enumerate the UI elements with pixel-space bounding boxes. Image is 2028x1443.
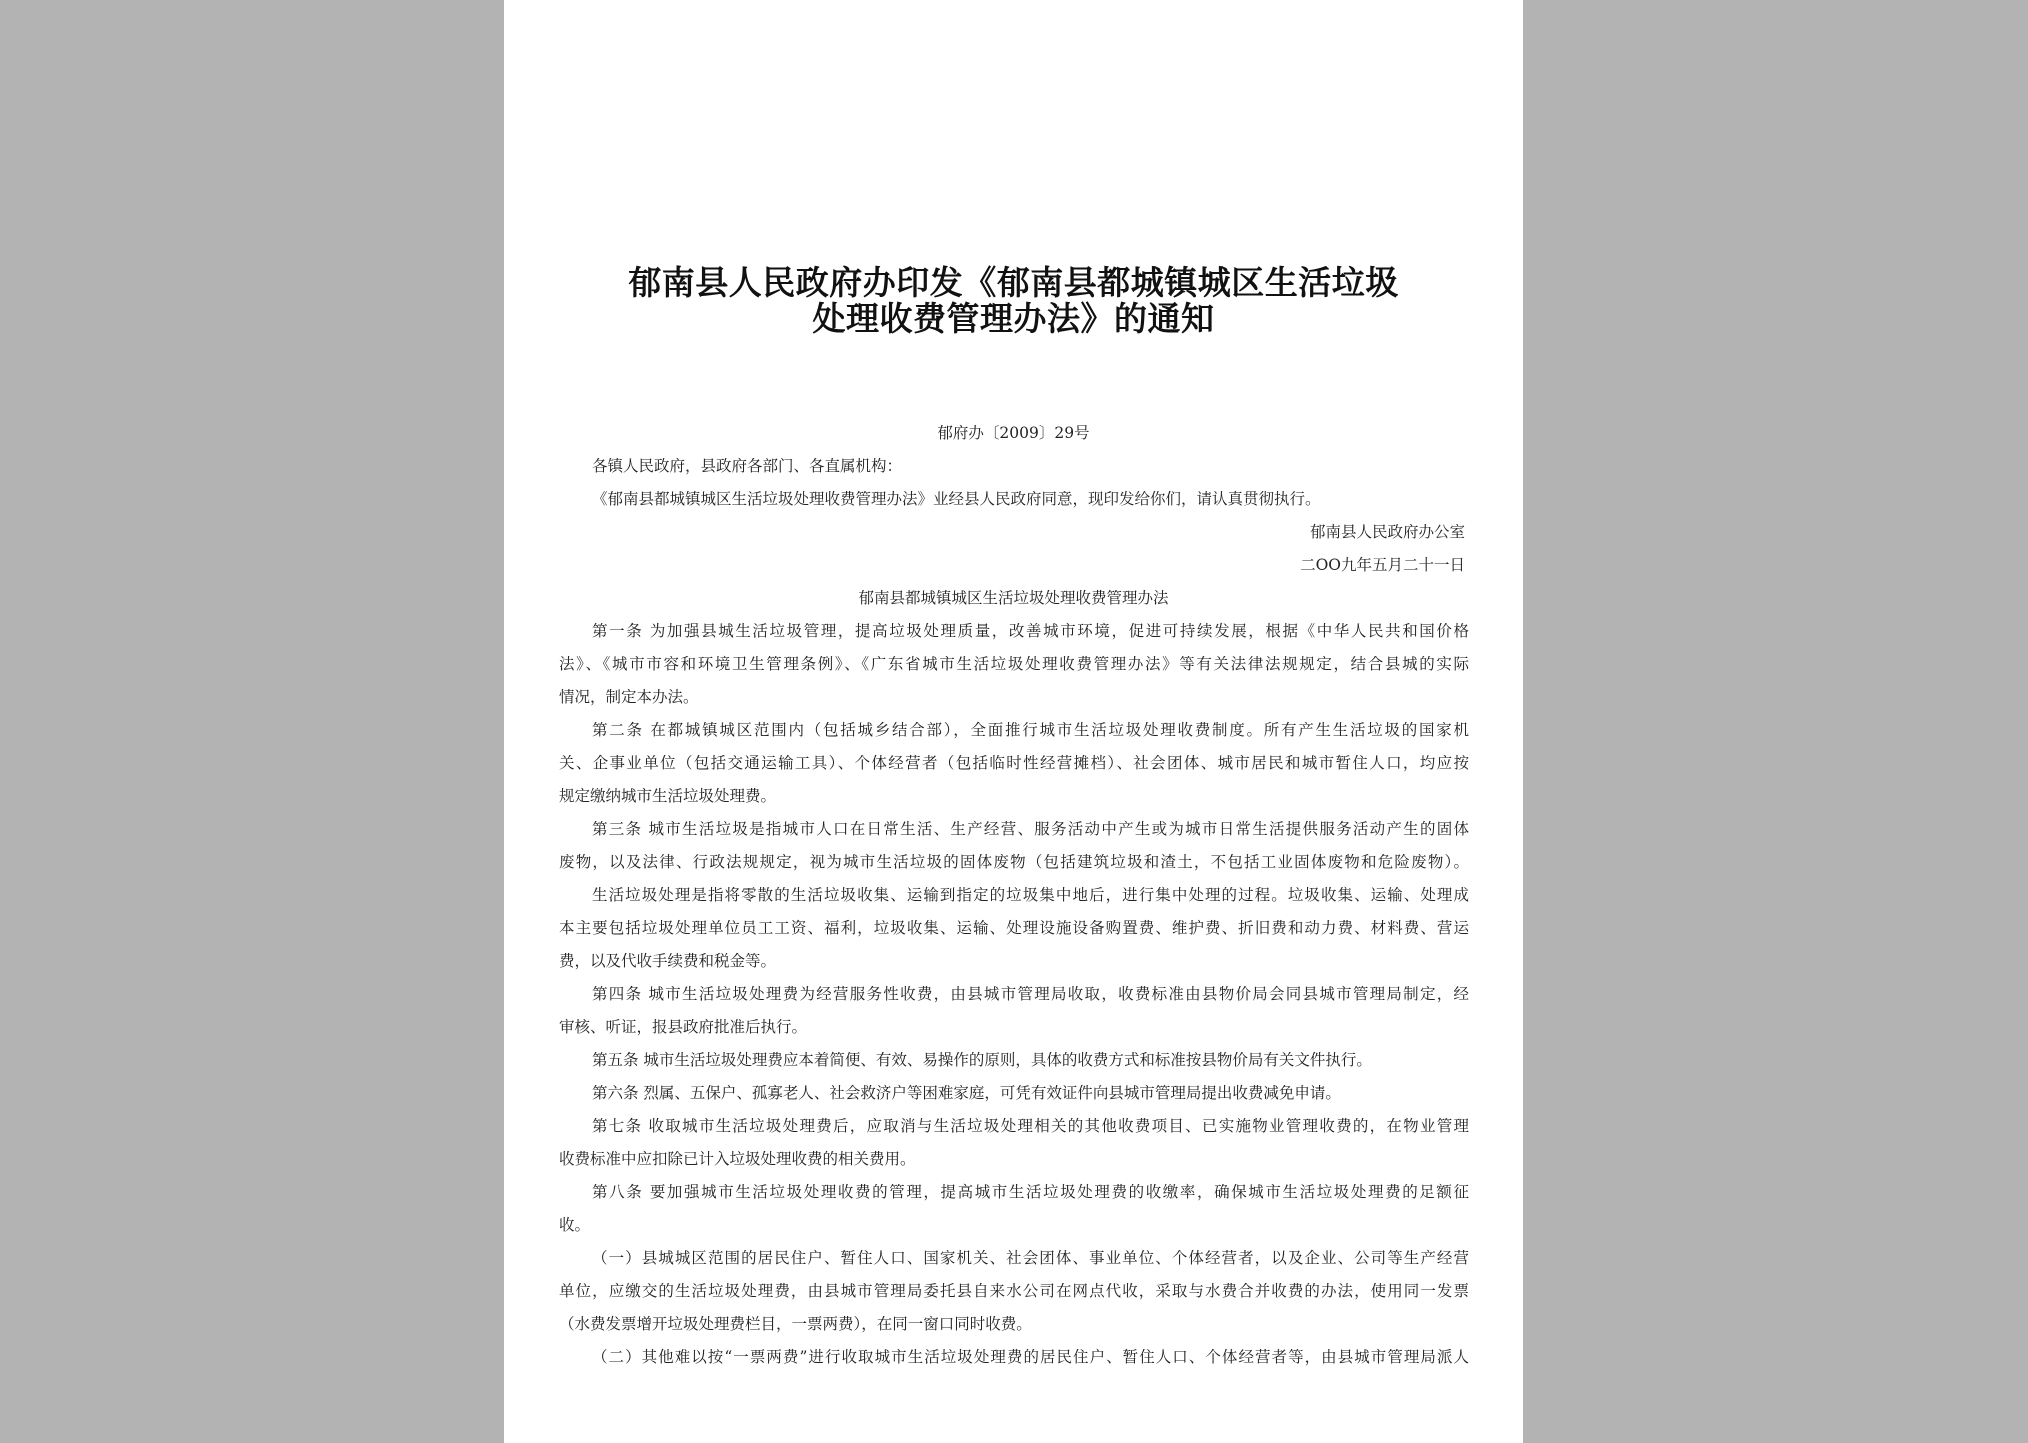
body-line: 费，以及代收手续费和税金等。: [559, 952, 777, 970]
body-line: 第三条 城市生活垃圾是指城市人口在日常生活、生产经营、服务活动中产生或为城市日常生活提供服务活动产生的固体: [592, 820, 1469, 838]
body-line: 关、企事业单位（包括交通运输工具）、个体经营者（包括临时性经营摊档）、社会团体、城市居民和城市暂住人口，均应按: [559, 754, 1469, 772]
body-line: 第六条 烈属、五保户、孤寡老人、社会救济户等困难家庭，可凭有效证件向县城市管理局提出收费减免申请。: [592, 1084, 1341, 1102]
body-line: 法》、《城市市容和环境卫生管理条例》、《广东省城市生活垃圾处理收费管理办法》等有关法律法规规定，结合县城的实际: [559, 655, 1469, 673]
body-line: 收费标准中应扣除已计入垃圾处理收费的相关费用。: [559, 1150, 916, 1168]
body-line: 第一条 为加强县城生活垃圾管理，提高垃圾处理质量，改善城市环境，促进可持续发展，根据《中华人民共和国价格: [592, 622, 1469, 640]
issuer: 郁南县人民政府办公室: [1309, 523, 1465, 541]
document-page: [504, 0, 1523, 1443]
document-title-line-2: 处理收费管理办法》的通知: [812, 299, 1215, 338]
body-line: 生活垃圾处理是指将零散的生活垃圾收集、运输到指定的垃圾集中地后，进行集中处理的过程。垃圾收集、运输、处理成: [592, 886, 1469, 904]
intro-paragraph: 《郁南县都城镇城区生活垃圾处理收费管理办法》业经县人民政府同意，现印发给你们，请认真贯彻执行。: [592, 490, 1321, 508]
regulation-title: 郁南县都城镇城区生活垃圾处理收费管理办法: [858, 589, 1169, 607]
body-line: 废物，以及法律、行政法规规定，视为城市生活垃圾的固体废物（包括建筑垃圾和渣土，不包括工业固体废物和危险废物）。: [559, 853, 1469, 871]
body-line: （一）县城城区范围的居民住户、暂住人口、国家机关、社会团体、事业单位、个体经营者，以及企业、公司等生产经营: [592, 1249, 1469, 1267]
body-line: 本主要包括垃圾处理单位员工工资、福利，垃圾收集、运输、处理设施设备购置费、维护费、折旧费和动力费、材料费、营运: [559, 919, 1469, 937]
body-line: 第七条 收取城市生活垃圾处理费后，应取消与生活垃圾处理相关的其他收费项目、已实施物业管理收费的，在物业管理: [592, 1117, 1469, 1135]
body-line: 规定缴纳城市生活垃圾处理费。: [559, 787, 777, 805]
body-line: 第五条 城市生活垃圾处理费应本着简便、有效、易操作的原则，具体的收费方式和标准按县物价局有关文件执行。: [592, 1051, 1372, 1069]
salutation: 各镇人民政府，县政府各部门、各直属机构：: [592, 457, 903, 475]
body-line: 单位，应缴交的生活垃圾处理费，由县城市管理局委托县自来水公司在网点代收，采取与水费合并收费的办法，使用同一发票: [559, 1282, 1469, 1300]
document-number: 郁府办〔2009〕29号: [937, 424, 1090, 442]
document-title-line-1: 郁南县人民政府办印发《郁南县都城镇城区生活垃圾: [628, 263, 1399, 302]
body-line: 第四条 城市生活垃圾处理费为经营服务性收费，由县城市管理局收取，收费标准由县物价局会同县城市管理局制定，经: [592, 985, 1469, 1003]
body-line: 收。: [559, 1216, 591, 1234]
body-line: 情况，制定本办法。: [559, 688, 699, 706]
body-line: 审核、听证，报县政府批准后执行。: [559, 1018, 808, 1036]
body-line: （二）其他难以按“一票两费”进行收取城市生活垃圾处理费的居民住户、暂住人口、个体经营者等，由县城市管理局派人: [592, 1348, 1469, 1366]
body-line: 第八条 要加强城市生活垃圾处理收费的管理，提高城市生活垃圾处理费的收缴率，确保城市生活垃圾处理费的足额征: [592, 1183, 1469, 1201]
issue-date: 二OO九年五月二十一日: [1300, 556, 1465, 574]
body-line: （水费发票增开垃圾处理费栏目，一票两费），在同一窗口同时收费。: [559, 1315, 1032, 1333]
body-line: 第二条 在都城镇城区范围内（包括城乡结合部），全面推行城市生活垃圾处理收费制度。所有产生生活垃圾的国家机: [592, 721, 1469, 739]
